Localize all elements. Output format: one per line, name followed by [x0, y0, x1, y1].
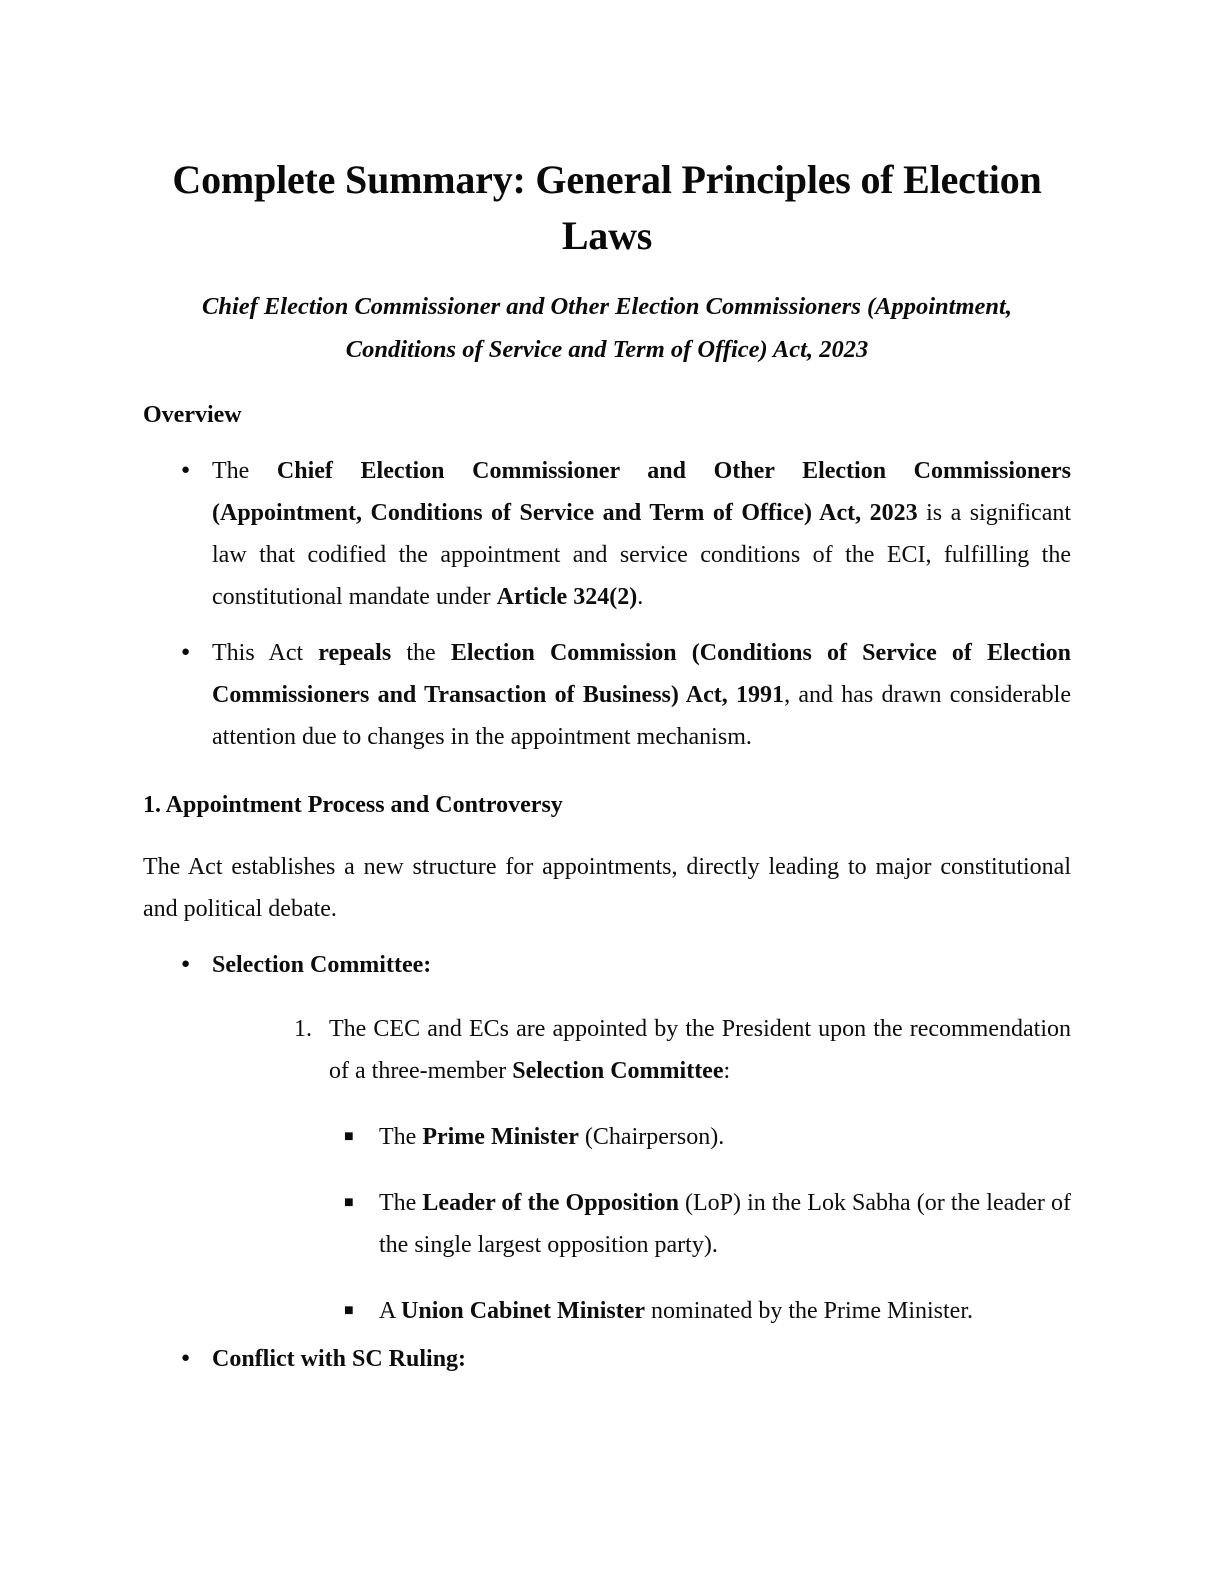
selection-committee-label: Selection Committee:	[212, 951, 432, 978]
overview-heading: Overview	[143, 401, 242, 428]
list-marker-number: 1.	[294, 1015, 312, 1042]
section-1-heading: 1. Appointment Process and Controversy	[143, 791, 563, 818]
list-item	[143, 450, 1071, 618]
section-1-bullet-list	[143, 944, 1071, 1380]
selection-committee-ordered-list	[256, 1008, 1071, 1092]
list-item	[304, 1116, 1071, 1158]
ordered-item-text: The CEC and ECs are appointed by the President upon the recommendation of a three-member Selection Committee:	[329, 1015, 1071, 1084]
committee-members-wrapper	[256, 1116, 1071, 1332]
selection-committee-sublist-wrapper	[212, 1008, 1071, 1332]
page-content	[143, 0, 1071, 1380]
member-text: The Leader of the Opposition (LoP) in the Lok Sabha (or the leader of the single largest opposition party).	[379, 1189, 1071, 1258]
document-subtitle: Chief Election Commissioner and Other Election Commissioners (Appointment, Conditions of Service and Term of Office) Act, 2023	[202, 293, 1012, 363]
list-item	[143, 632, 1071, 758]
bullet-text: The Chief Election Commissioner and Other Election Commissioners (Appointment, Conditions of Service and Term of Office) Act, 2023 is a significant law that codified the appointment and service conditions of the ECI, fulfilling the constitutional mandate under Article 324(2).	[212, 457, 1072, 610]
section-1-intro-paragraph: The Act establishes a new structure for appointments, directly leading to major constitutional and political debate.	[143, 853, 1071, 922]
list-item-conflict-with-sc-ruling	[143, 1338, 1071, 1380]
conflict-with-sc-ruling-label: Conflict with SC Ruling:	[212, 1345, 467, 1372]
page-title: Complete Summary: General Principles of Election Laws	[172, 157, 1042, 258]
bullet-text: This Act repeals the Election Commission (Conditions of Service of Election Commissioners and Transaction of Business) Act, 1991, and has drawn considerable attention due to changes in the appointment mechanism.	[212, 639, 1071, 750]
list-item	[304, 1290, 1071, 1332]
list-item	[256, 1008, 1071, 1092]
member-text: The Prime Minister (Chairperson).	[379, 1123, 725, 1150]
list-item	[304, 1182, 1071, 1266]
member-text: A Union Cabinet Minister nominated by the Prime Minister.	[379, 1297, 973, 1324]
overview-bullet-list	[143, 450, 1071, 758]
list-item-selection-committee	[143, 944, 1071, 1332]
committee-members-list	[304, 1116, 1071, 1332]
